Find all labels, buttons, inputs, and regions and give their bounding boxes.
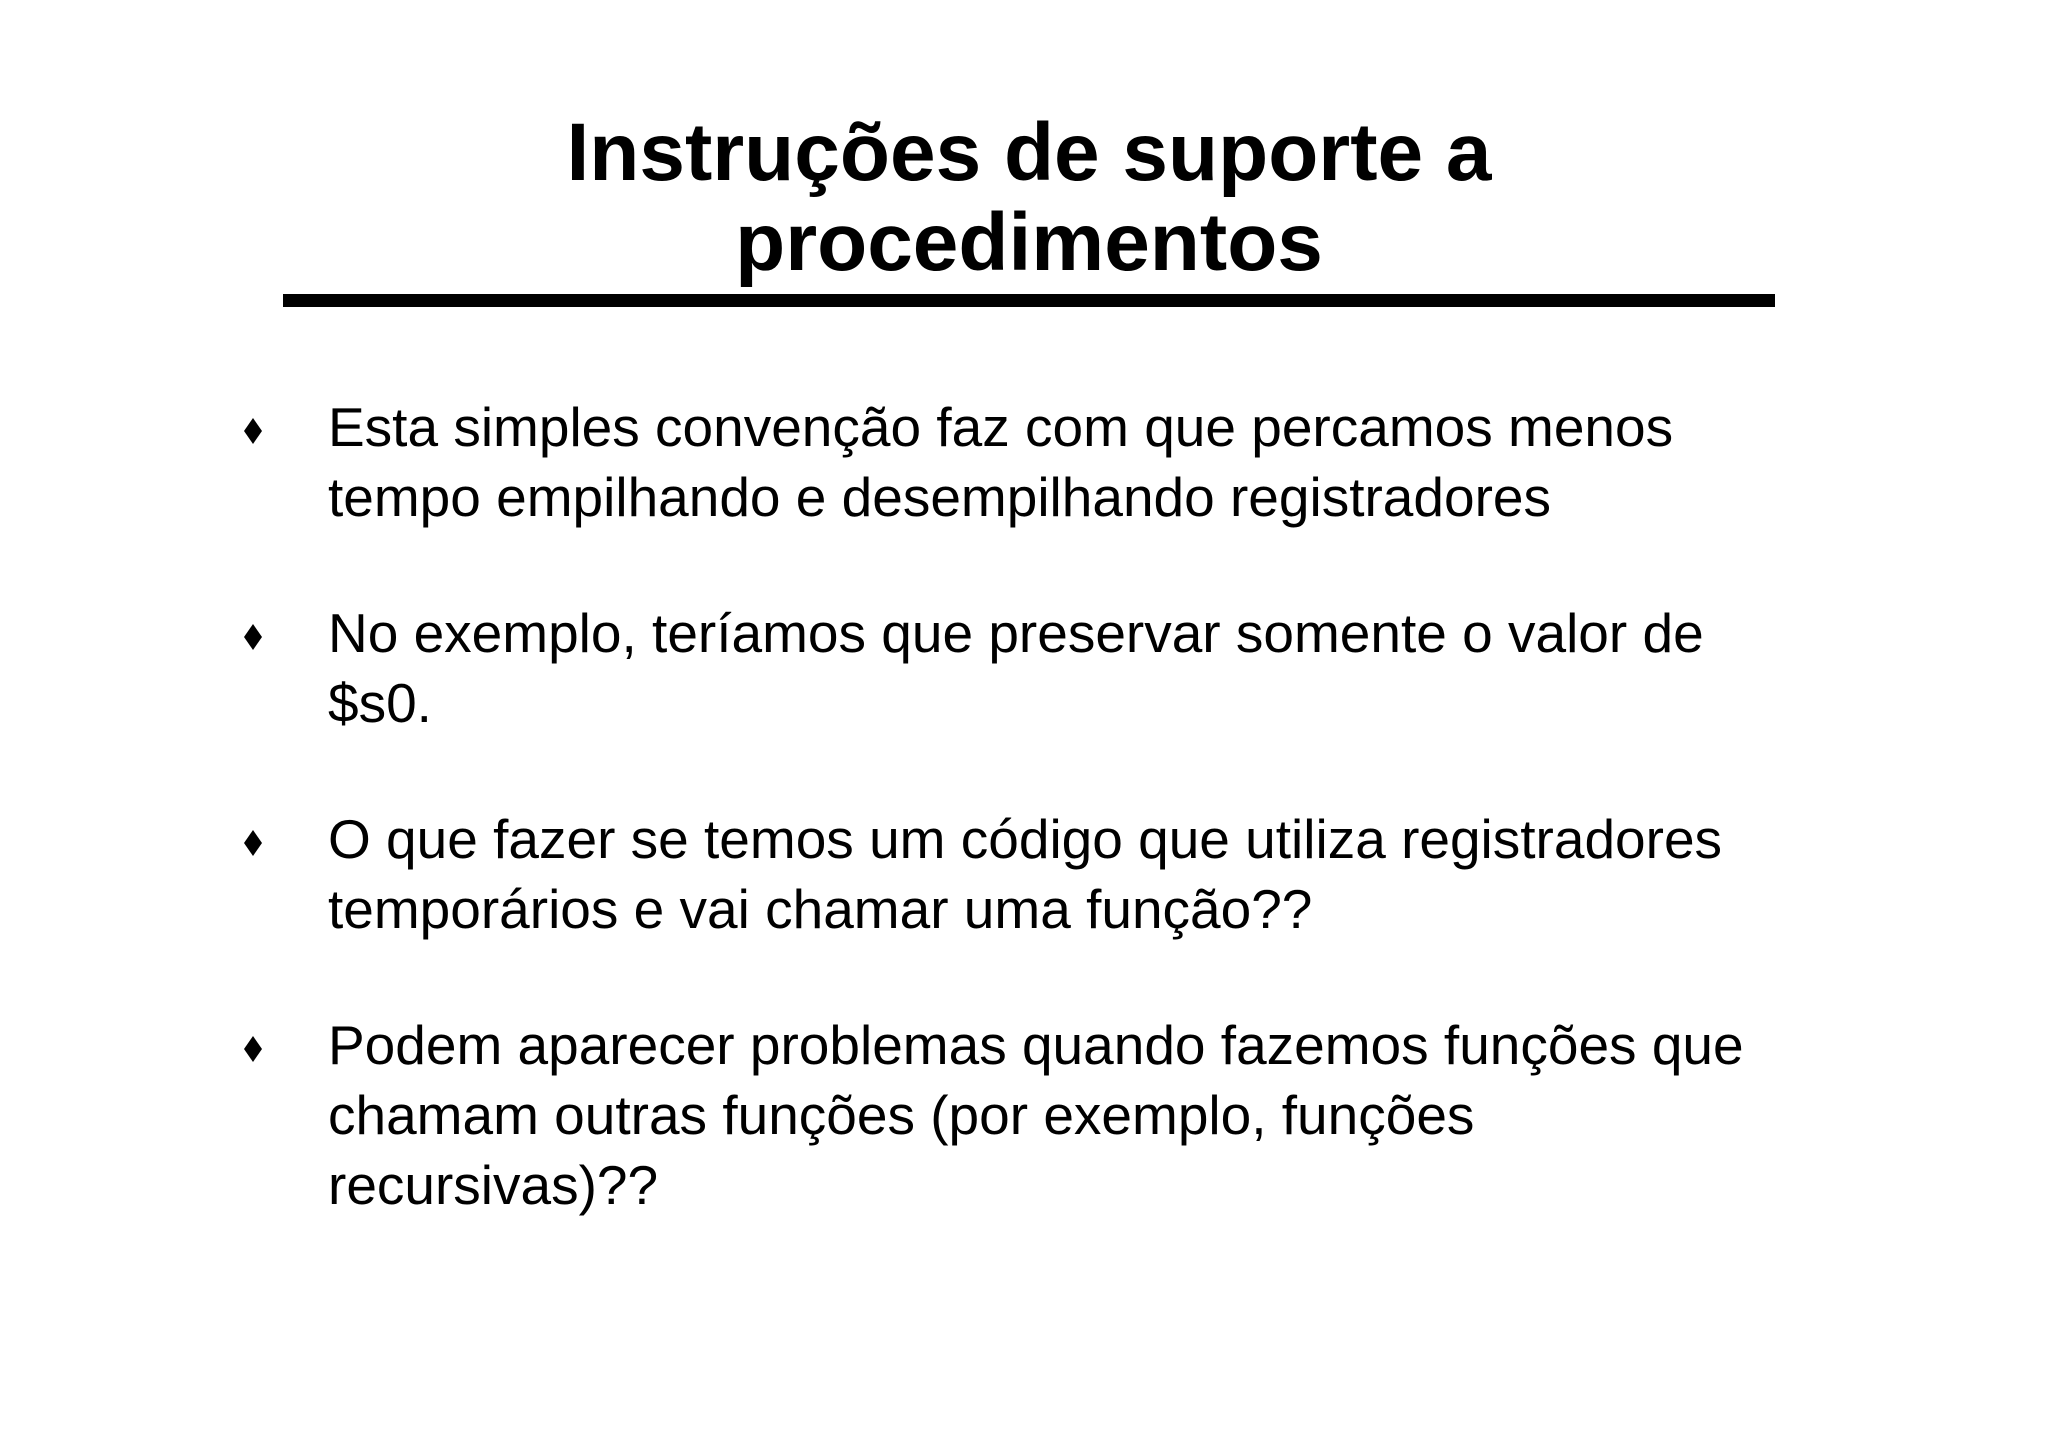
diamond-bullet-icon: [244, 624, 262, 650]
bullet-text: Esta simples convenção faz com que percamos menos tempo empilhando e desempilhando registradores: [328, 396, 1674, 528]
bullet-item-1: [236, 392, 1876, 532]
bullet-list: [236, 392, 1876, 1286]
slide-title: [284, 108, 1774, 288]
diamond-bullet-icon: [244, 1036, 262, 1062]
bullet-text: Podem aparecer problemas quando fazemos funções que chamam outras funções (por exemplo, funções recursivas)??: [328, 1014, 1744, 1216]
slide-title-line-2: procedimentos: [735, 197, 1323, 288]
title-underline-rule: [283, 294, 1775, 307]
bullet-item-2: [236, 598, 1876, 738]
diamond-bullet-icon: [244, 418, 262, 444]
slide-title-line-1: Instruções de suporte a: [566, 107, 1492, 198]
bullet-text: No exemplo, teríamos que preservar somente o valor de $s0.: [328, 602, 1704, 734]
bullet-item-4: [236, 1010, 1876, 1220]
bullet-text: O que fazer se temos um código que utiliza registradores temporários e vai chamar uma função??: [328, 808, 1723, 940]
bullet-item-3: [236, 804, 1876, 944]
diamond-bullet-icon: [244, 830, 262, 856]
